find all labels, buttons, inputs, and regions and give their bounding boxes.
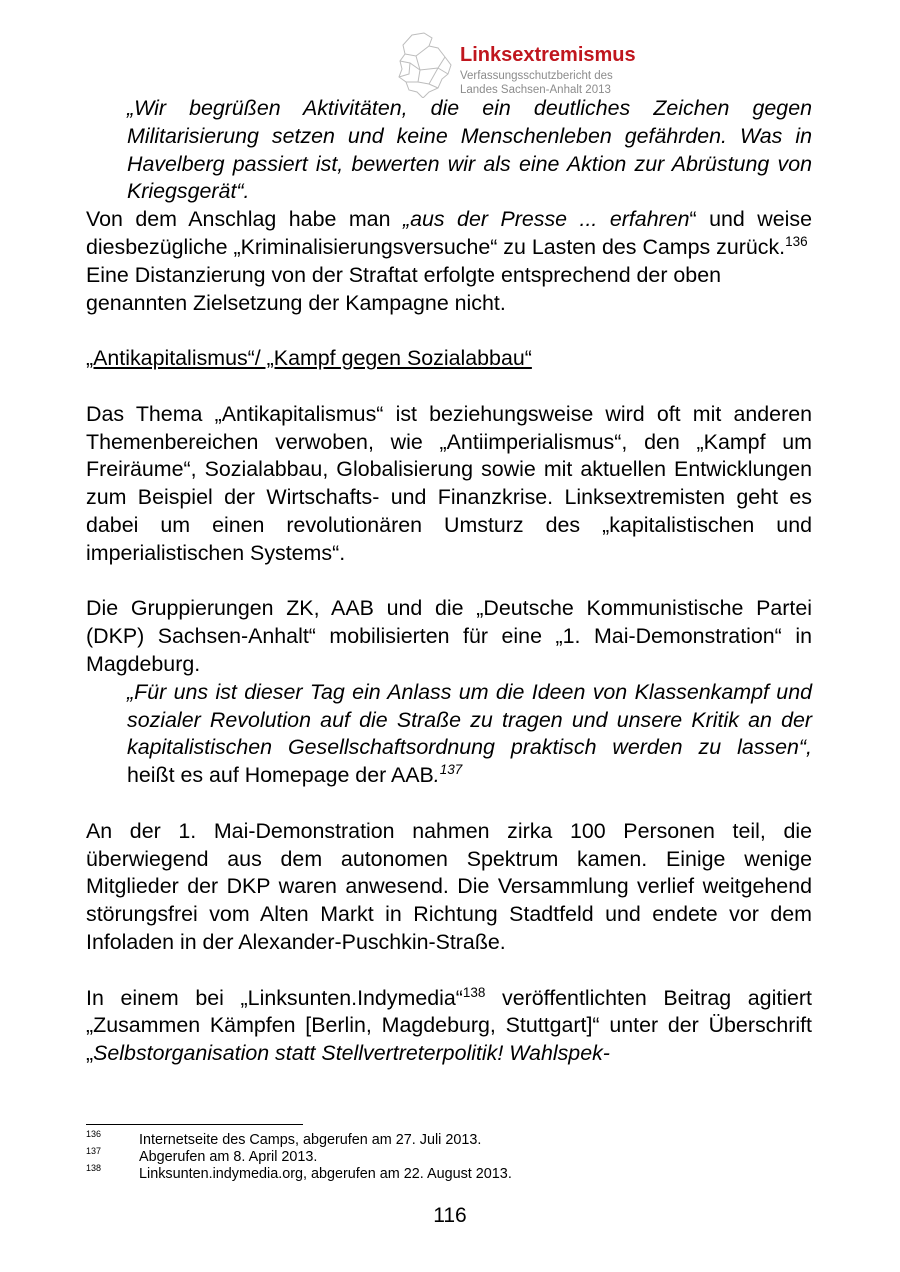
- paragraph-1-end: “ und weise diesbezügliche „Kriminalisierungsversuche“ zu Lasten des Camps zurück.: [86, 207, 812, 259]
- paragraph-6-title: Selbstorganisation statt Stellvertreterpolitik! Wahlspek-: [93, 1041, 610, 1066]
- page-header: [398, 32, 698, 100]
- quote-1: [127, 95, 812, 206]
- footnote-137: [86, 1146, 806, 1166]
- header-subtitle: [460, 69, 613, 97]
- header-subtitle-line1: Verfassungsschutzbericht des: [460, 70, 613, 82]
- footnote-number: 136: [86, 1129, 102, 1139]
- footnote-ref-137[interactable]: 137: [439, 762, 463, 778]
- footnotes: [86, 1129, 806, 1184]
- footnote-number: 138: [86, 1163, 102, 1174]
- footnote-number: 137: [86, 1146, 102, 1157]
- paragraph-5: An der 1. Mai-Demonstration nahmen zirka 100 Personen teil, die überwiegend aus dem autonomen Spektrum kamen. Einige wenige Mitglieder der DKP waren anwesend. Die Versammlung verlief weitgehend störungsfrei vom Alten Markt in Richtung Stadtfeld und endete vor dem Infoladen in der Alexander-Puschkin-Straße.: [86, 818, 812, 954]
- header-subtitle-line2: Landes Sachsen-Anhalt 2013: [460, 84, 611, 96]
- page-number: 116: [433, 1204, 467, 1227]
- quote-2-attribution: heißt es auf Homepage der AAB: [127, 763, 434, 788]
- footnote-136: [86, 1129, 806, 1149]
- paragraph-3: Das Thema „Antikapitalismus“ ist beziehungsweise wird oft mit anderen Themenbereichen verwoben, wie „Antiimperialismus“, den „Kampf um Freiräume“, Sozialabbau, Globalisierung sowie mit aktuellen Entwicklungen zum Beispiel der Wirtschafts- und Finanzkrise. Linksextremisten geht es dabei um einen revolutionären Umsturz des „kapitalistischen und imperialistischen Systems“.: [86, 401, 812, 565]
- footnote-text: Internetseite des Camps, abgerufen am 27. Juli 2013.: [139, 1132, 482, 1148]
- quote-2: „Für uns ist dieser Tag ein Anlass um die Ideen von Klassenkampf und sozialer Revolution auf die Straße zu tragen und unsere Kritik an der kapitalistischen Gesellschaftsordnung praktisch werden zu lassen“, heißt es auf Homepage der AAB.$^{137}$: [127, 679, 812, 788]
- paragraph-1: [86, 206, 812, 262]
- paragraph-4: Die Gruppierungen ZK, AAB und die „Deutsche Kommunistische Partei (DKP) Sachsen-Anhalt“ mobilisierten für eine „1. Mai-Demonstration“ in Magdeburg.: [86, 596, 812, 676]
- footnote-text: Linksunten.indymedia.org, abgerufen am 22. August 2013.: [139, 1166, 512, 1183]
- footnote-divider: [86, 1124, 303, 1125]
- paragraph-6: [86, 985, 812, 1068]
- press-quote: „aus der Presse ... erfahren: [402, 207, 690, 232]
- header-title: Linksextremismus: [460, 44, 636, 66]
- footnote-ref-138[interactable]: 138: [462, 984, 486, 1000]
- paragraph-1-start: Von dem Anschlag habe man: [86, 207, 403, 232]
- quote-1-text: „Wir begrüßen Aktivitäten, die ein deutliches Zeichen gegen Militarisierung setzen und keine Menschenleben gefährden. Was in Havelberg passiert ist, bewerten wir als eine Aktion zur Abrüstung von Kriegsgerät“.: [127, 96, 812, 204]
- paragraph-2: Eine Distanzierung von der Straftat erfolgte entsprechend der oben genannten Zielsetzung der Kampagne nicht.: [86, 262, 721, 315]
- paragraph-6-middle: veröffentlichten Beitrag agitiert „Zusammen Kämpfen [Berlin, Magdeburg, Stuttgart]“ unter der Überschrift „: [86, 985, 812, 1066]
- footnote-ref-136[interactable]: 136: [785, 233, 808, 249]
- quote-2-text: „Für uns ist dieser Tag ein Anlass um die Ideen von Klassenkampf und sozialer Revolution auf die Straße zu tragen und unsere Kritik an der kapitalistischen Gesellschaftsordnung praktisch werden zu lassen“,: [127, 679, 812, 760]
- footnote-text: Abgerufen am 8. April 2013.: [139, 1149, 318, 1166]
- saxony-anhalt-map-icon: [398, 32, 454, 98]
- section-heading: „Antikapitalismus“/ „Kampf gegen Sozialabbau“: [86, 346, 532, 371]
- page-body: [86, 95, 812, 1068]
- paragraph-6-start: In einem bei „Linksunten.Indymedia“: [86, 985, 463, 1010]
- footnote-138: [86, 1163, 806, 1183]
